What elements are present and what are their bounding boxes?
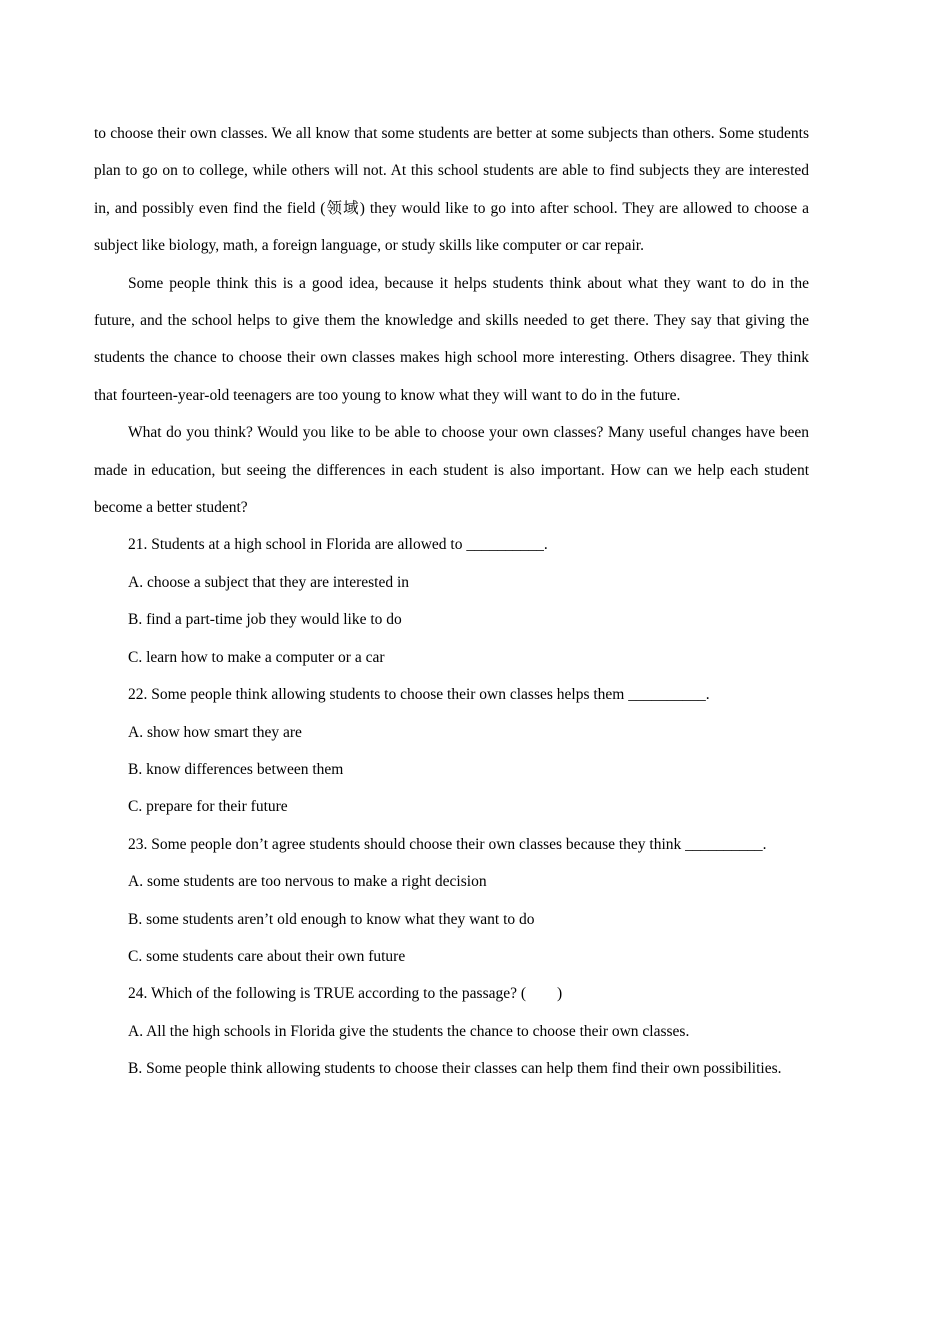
question-23-option-b: B. some students aren’t old enough to know what they want to do xyxy=(128,910,535,928)
document-page xyxy=(94,115,809,1088)
question-21-stem: 21. Students at a high school in Florida are allowed to __________. xyxy=(128,536,548,554)
question-23-option-a: A. some students are too nervous to make a right decision xyxy=(128,873,487,891)
passage-paragraph-3: What do you think? Would you like to be able to choose your own classes? Many useful changes have been made in education, but seeing the differences in each student is also important. How can we help each student become a better student? xyxy=(94,424,809,517)
question-24-option-a: A. All the high schools in Florida give the students the chance to choose their own classes. xyxy=(128,1022,690,1040)
question-23-option-c: C. some students care about their own future xyxy=(128,947,406,965)
question-22-stem: 22. Some people think allowing students to choose their own classes helps them __________. xyxy=(128,686,710,704)
question-24-option-b: B. Some people think allowing students to choose their classes can help them find their own possibilities. xyxy=(128,1060,782,1078)
question-22-option-c: C. prepare for their future xyxy=(128,798,288,816)
question-21-option-a: A. choose a subject that they are interested in xyxy=(128,573,410,591)
question-24-stem: 24. Which of the following is TRUE according to the passage? ( ) xyxy=(128,985,563,1003)
question-21-option-b: B. find a part-time job they would like to do xyxy=(128,611,402,629)
question-23-stem: 23. Some people don’t agree students should choose their own classes because they think __________. xyxy=(128,835,767,853)
passage-paragraph-2: Some people think this is a good idea, because it helps students think about what they want to do in the future, and the school helps to give them the knowledge and skills needed to get there. They say that giving the students the chance to choose their own classes makes high school more interesting. Others disagree. They think that fourteen-year-old teenagers are too young to know what they will want to do in the future. xyxy=(94,274,809,404)
question-21-option-c: C. learn how to make a computer or a car xyxy=(128,648,385,666)
question-22-option-b: B. know differences between them xyxy=(128,760,344,778)
question-22-option-a: A. show how smart they are xyxy=(128,723,302,741)
passage-paragraph-1: to choose their own classes. We all know that some students are better at some subjects than others. Some students plan to go on to college, while others will not. At this school students are able to find subjects they are interested in, and possibly even find the field (领域) they would like to go into after school. They are allowed to choose a subject like biology, math, a foreign language, or study skills like computer or car repair. xyxy=(94,125,809,255)
